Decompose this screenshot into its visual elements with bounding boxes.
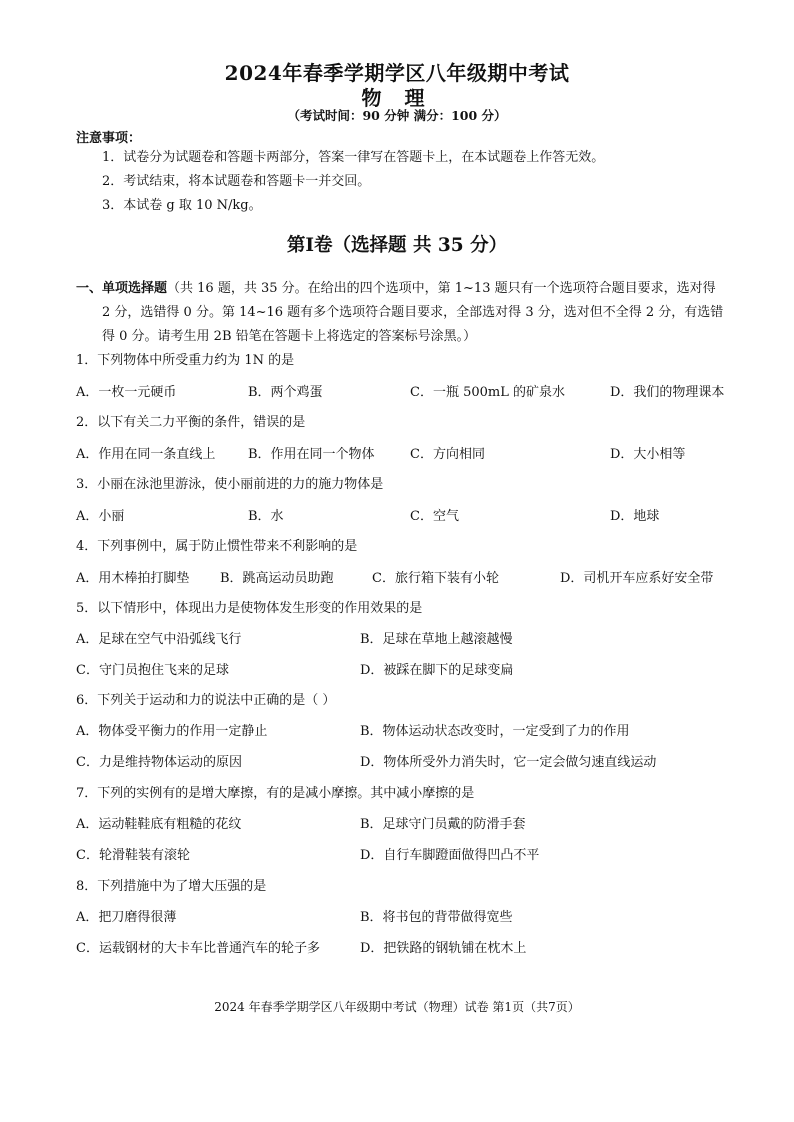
question-option: B．水 [248, 509, 284, 524]
question-option: B．足球在草地上越滚越慢 [360, 632, 513, 647]
question-option: B．物体运动状态改变时，一定受到了力的作用 [360, 724, 630, 739]
question-stem: 1．下列物体中所受重力约为 1N 的是 [76, 353, 295, 368]
question-option: B．跳高运动员助跑 [220, 571, 334, 586]
question-stem: 4．下列事例中，属于防止惯性带来不利影响的是 [76, 539, 358, 554]
question-stem: 2．以下有关二力平衡的条件，错误的是 [76, 415, 306, 430]
question-option: D．物体所受外力消失时，它一定会做匀速直线运动 [360, 755, 657, 770]
page-footer: 2024 年春季学期学区八年级期中考试（物理）试卷 第1页（共7页） [214, 1000, 580, 1014]
question-option: A．一枚一元硬币 [76, 385, 177, 400]
question-option: A．小丽 [76, 509, 125, 524]
question-option: D．大小相等 [610, 447, 686, 462]
instruction-text: （共 16 题，共 35 分。在给出的四个选项中，第 1~13 题只有一个选项符合题目要求，选对得 [167, 281, 716, 296]
instruction-heading: 一、单项选择题 [76, 281, 168, 296]
question-option: D．司机开车应系好安全带 [560, 571, 714, 586]
question-option: C．运载钢材的大卡车比普通汽车的轮子多 [76, 941, 320, 956]
question-option: D．被踩在脚下的足球变扁 [360, 663, 514, 678]
question-stem: 5．以下情形中，体现出力是使物体发生形变的作用效果的是 [76, 601, 423, 616]
note-item: 3．本试卷 g 取 10 N/kg。 [102, 198, 262, 213]
question-option: D．自行车脚蹬面做得凹凸不平 [360, 848, 540, 863]
question-stem: 8．下列措施中为了增大压强的是 [76, 879, 267, 894]
question-option: C．守门员抱住飞来的足球 [76, 663, 229, 678]
note-item: 1．试卷分为试题卷和答题卡两部分，答案一律写在答题卡上，在本试题卷上作答无效。 [102, 150, 605, 165]
notes-heading: 注意事项： [76, 131, 142, 146]
question-stem: 3．小丽在泳池里游泳，使小丽前进的力的施力物体是 [76, 477, 384, 492]
section-title: 第Ⅰ卷（选择题 共 35 分） [286, 235, 508, 256]
exam-subject: 物 理 [361, 86, 433, 110]
question-option: B．将书包的背带做得宽些 [360, 910, 513, 925]
question-option: C．方向相同 [410, 447, 485, 462]
question-option: A．物体受平衡力的作用一定静止 [76, 724, 268, 739]
question-option: C．旅行箱下装有小轮 [372, 571, 499, 586]
question-option: B．足球守门员戴的防滑手套 [360, 817, 526, 832]
question-option: A．足球在空气中沿弧线飞行 [76, 632, 242, 647]
question-option: D．我们的物理课本 [610, 385, 725, 400]
question-option: A．作用在同一条直线上 [76, 447, 216, 462]
note-item: 2．考试结束，将本试题卷和答题卡一并交回。 [102, 174, 371, 189]
exam-meta: （考试时间：90 分钟 满分：100 分） [287, 108, 507, 123]
question-option: C．空气 [410, 509, 459, 524]
question-stem: 6．下列关于运动和力的说法中正确的是（ ） [76, 693, 336, 708]
section-instruction-line: 得 0 分。请考生用 2B 铅笔在答题卡上将选定的答案标号涂黑。） [102, 329, 477, 344]
question-option: C．力是维持物体运动的原因 [76, 755, 242, 770]
question-option: A．运动鞋鞋底有粗糙的花纹 [76, 817, 242, 832]
question-option: B．两个鸡蛋 [248, 385, 323, 400]
question-option: C．轮滑鞋装有滚轮 [76, 848, 190, 863]
question-option: D．地球 [610, 509, 660, 524]
question-option: A．用木棒拍打脚垫 [76, 571, 190, 586]
section-instruction-line: 2 分，选错得 0 分。第 14~16 题有多个选项符合题目要求，全部选对得 3 分，选对但不全得 2 分，有选错 [102, 305, 724, 320]
question-option: C．一瓶 500mL 的矿泉水 [410, 385, 565, 400]
section-instruction-line [76, 277, 716, 296]
question-option: B．作用在同一个物体 [248, 447, 375, 462]
exam-title: 2024年春季学期学区八年级期中考试 [224, 61, 570, 85]
question-option: D．把铁路的钢轨铺在枕木上 [360, 941, 527, 956]
question-stem: 7．下列的实例有的是增大摩擦，有的是减小摩擦。其中减小摩擦的是 [76, 786, 475, 801]
question-option: A．把刀磨得很薄 [76, 910, 177, 925]
